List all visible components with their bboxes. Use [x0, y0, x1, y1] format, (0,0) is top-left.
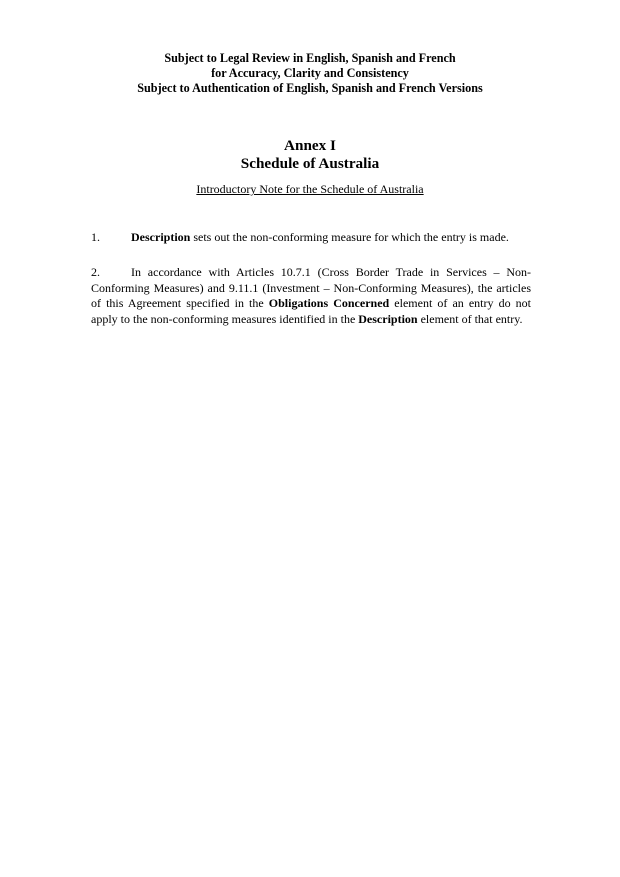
paragraph-text: sets out the non-conforming measure for which the entry is made. — [190, 230, 509, 244]
header-line-3: Subject to Authentication of English, Spanish and French Versions — [137, 81, 483, 95]
legal-review-header — [0, 51, 620, 96]
paragraph-1 — [91, 230, 531, 246]
paragraph-text: element of that entry. — [417, 311, 523, 326]
paragraph-term: Description — [131, 230, 191, 244]
paragraph-number: 1. — [91, 230, 100, 244]
paragraph-number: 2. — [91, 265, 100, 279]
paragraph-2 — [91, 265, 531, 327]
paragraph-term: Description — [358, 311, 418, 326]
header-line-1: Subject to Legal Review in English, Spanish and French — [164, 51, 456, 65]
intro-note-text: Introductory Note for the Schedule of Australia — [196, 182, 424, 196]
paragraph-term: Obligations Concerned — [268, 296, 390, 310]
paragraph-text: element of an entry do not apply to the non-conforming measures identified in the — [91, 296, 532, 326]
title-block — [0, 137, 620, 173]
header-line-2: for Accuracy, Clarity and Consistency — [211, 66, 409, 80]
annex-title: Annex I — [284, 137, 336, 154]
paragraph-text: In accordance with Articles 10.7.1 (Cross Border Trade in Services – Non-Conforming Measures) and 9.11.1 (Investment – Non-Conforming Measures), the articles of this Agreement specified in the — [91, 265, 531, 310]
intro-note-heading — [0, 182, 620, 197]
schedule-title: Schedule of Australia — [240, 155, 380, 172]
